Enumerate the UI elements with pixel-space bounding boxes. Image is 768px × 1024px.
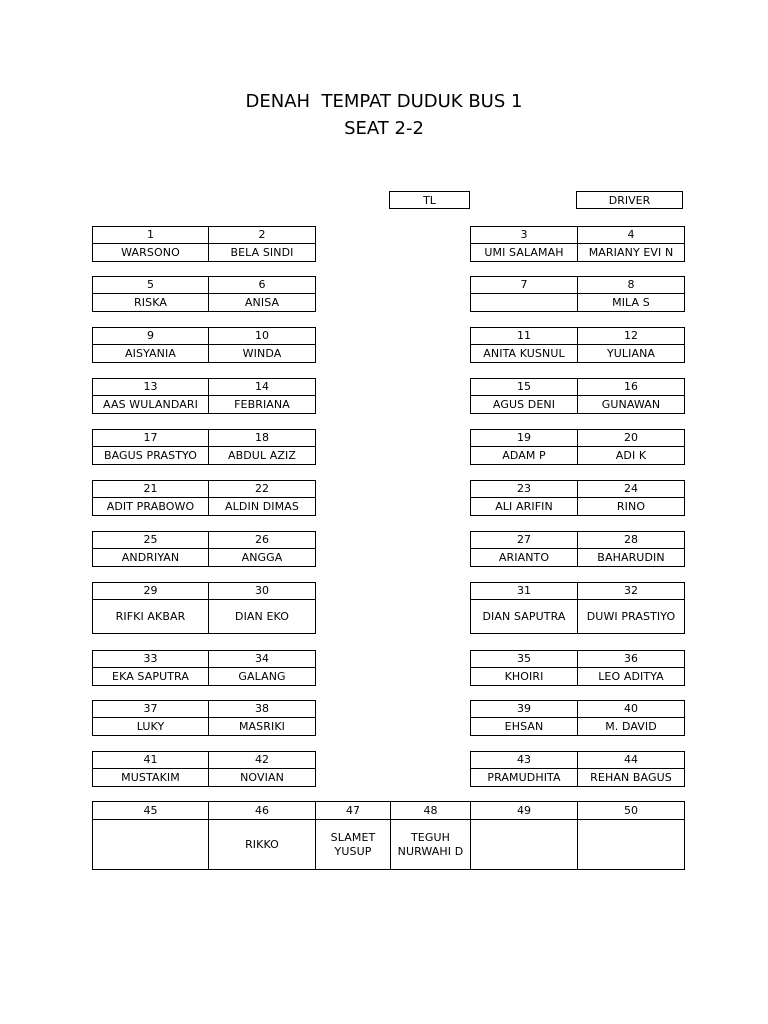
seat-number: 2	[209, 227, 316, 244]
seat-number: 20	[578, 430, 685, 447]
seat-number: 3	[471, 227, 578, 244]
seat-number: 26	[209, 532, 316, 549]
seat-number: 39	[471, 701, 578, 718]
passenger-name: ALDIN DIMAS	[209, 498, 316, 516]
seat-number: 4	[578, 227, 685, 244]
passenger-name: YULIANA	[578, 345, 685, 363]
seat-number: 17	[93, 430, 209, 447]
seat-pair-left	[92, 751, 316, 787]
seat-number: 30	[209, 583, 316, 600]
seat-pair-right	[470, 226, 685, 262]
back-row	[92, 801, 685, 870]
seat-number: 36	[578, 651, 685, 668]
passenger-name: FEBRIANA	[209, 396, 316, 414]
passenger-name	[93, 820, 209, 870]
seat-number: 49	[471, 802, 578, 820]
passenger-name: BELA SINDI	[209, 244, 316, 262]
seat-pair-right	[470, 700, 685, 736]
seat-number: 45	[93, 802, 209, 820]
seat-number: 25	[93, 532, 209, 549]
driver-seat: DRIVER	[576, 191, 683, 209]
seat-number: 41	[93, 752, 209, 769]
seat-pair-left	[92, 327, 316, 363]
seat-number: 19	[471, 430, 578, 447]
seat-number: 8	[578, 277, 685, 294]
seat-number: 14	[209, 379, 316, 396]
passenger-name	[578, 820, 685, 870]
passenger-name: ALI ARIFIN	[471, 498, 578, 516]
seat-pair-left	[92, 531, 316, 567]
seat-pair-left	[92, 700, 316, 736]
passenger-name: EHSAN	[471, 718, 578, 736]
seat-pair-right	[470, 327, 685, 363]
passenger-name: BAGUS PRASTYO	[93, 447, 209, 465]
passenger-name: BAHARUDIN	[578, 549, 685, 567]
passenger-name: ANDRIYAN	[93, 549, 209, 567]
seat-number: 38	[209, 701, 316, 718]
passenger-name: ADIT PRABOWO	[93, 498, 209, 516]
seat-pair-left	[92, 429, 316, 465]
seat-number: 12	[578, 328, 685, 345]
passenger-name: PRAMUDHITA	[471, 769, 578, 787]
seat-number: 37	[93, 701, 209, 718]
seat-number: 46	[209, 802, 316, 820]
seat-number: 43	[471, 752, 578, 769]
seat-number: 23	[471, 481, 578, 498]
passenger-name: ADI K	[578, 447, 685, 465]
seat-number: 44	[578, 752, 685, 769]
seat-pair-left	[92, 226, 316, 262]
seat-pair-right	[470, 429, 685, 465]
passenger-name: MILA S	[578, 294, 685, 312]
seat-number: 15	[471, 379, 578, 396]
passenger-name: KHOIRI	[471, 668, 578, 686]
seat-number: 1	[93, 227, 209, 244]
passenger-name: GALANG	[209, 668, 316, 686]
passenger-name: MUSTAKIM	[93, 769, 209, 787]
tl-seat: TL	[389, 191, 470, 209]
seat-number: 16	[578, 379, 685, 396]
seat-number: 32	[578, 583, 685, 600]
passenger-name: ANGGA	[209, 549, 316, 567]
passenger-name: TEGUH NURWAHI D	[391, 820, 471, 870]
passenger-name: WARSONO	[93, 244, 209, 262]
seat-pair-right	[470, 276, 685, 312]
page-title: DENAH TEMPAT DUDUK BUS 1	[245, 91, 523, 112]
seat-number: 9	[93, 328, 209, 345]
passenger-name: DUWI PRASTIYO	[578, 600, 685, 634]
passenger-name: ABDUL AZIZ	[209, 447, 316, 465]
seat-number: 31	[471, 583, 578, 600]
passenger-name: GUNAWAN	[578, 396, 685, 414]
seat-pair-right	[470, 378, 685, 414]
seat-pair-left	[92, 480, 316, 516]
seat-pair-right	[470, 650, 685, 686]
passenger-name: LUKY	[93, 718, 209, 736]
seat-number: 47	[316, 802, 391, 820]
passenger-name: DIAN EKO	[209, 600, 316, 634]
seat-pair-left	[92, 378, 316, 414]
passenger-name: DIAN SAPUTRA	[471, 600, 578, 634]
passenger-name: RIKKO	[209, 820, 316, 870]
seat-number: 24	[578, 481, 685, 498]
seat-number: 34	[209, 651, 316, 668]
seat-number: 10	[209, 328, 316, 345]
seat-number: 48	[391, 802, 471, 820]
passenger-name: RISKA	[93, 294, 209, 312]
passenger-name	[471, 294, 578, 312]
seat-pair-right	[470, 480, 685, 516]
passenger-name: LEO ADITYA	[578, 668, 685, 686]
seat-number: 50	[578, 802, 685, 820]
seat-number: 22	[209, 481, 316, 498]
seat-number: 6	[209, 277, 316, 294]
passenger-name: AISYANIA	[93, 345, 209, 363]
seat-number: 35	[471, 651, 578, 668]
seat-pair-left	[92, 650, 316, 686]
seat-number: 40	[578, 701, 685, 718]
passenger-name: MARIANY EVI N	[578, 244, 685, 262]
seat-number: 18	[209, 430, 316, 447]
passenger-name: SLAMET YUSUP	[316, 820, 391, 870]
passenger-name: REHAN BAGUS	[578, 769, 685, 787]
passenger-name: WINDA	[209, 345, 316, 363]
seat-number: 11	[471, 328, 578, 345]
passenger-name: RIFKI AKBAR	[93, 600, 209, 634]
passenger-name: AGUS DENI	[471, 396, 578, 414]
seat-number: 28	[578, 532, 685, 549]
passenger-name: UMI SALAMAH	[471, 244, 578, 262]
passenger-name	[471, 820, 578, 870]
passenger-name: ARIANTO	[471, 549, 578, 567]
passenger-name: EKA SAPUTRA	[93, 668, 209, 686]
seat-pair-right	[470, 531, 685, 567]
seat-pair-left	[92, 582, 316, 634]
seat-number: 5	[93, 277, 209, 294]
page-subtitle: SEAT 2-2	[344, 118, 424, 139]
passenger-name: RINO	[578, 498, 685, 516]
passenger-name: ANITA KUSNUL	[471, 345, 578, 363]
seat-number: 29	[93, 583, 209, 600]
seat-number: 7	[471, 277, 578, 294]
seat-pair-right	[470, 582, 685, 634]
passenger-name: ADAM P	[471, 447, 578, 465]
passenger-name: AAS WULANDARI	[93, 396, 209, 414]
passenger-name: ANISA	[209, 294, 316, 312]
passenger-name: NOVIAN	[209, 769, 316, 787]
seat-number: 42	[209, 752, 316, 769]
seat-number: 21	[93, 481, 209, 498]
seat-pair-right	[470, 751, 685, 787]
passenger-name: M. DAVID	[578, 718, 685, 736]
seat-pair-left	[92, 276, 316, 312]
seat-number: 33	[93, 651, 209, 668]
passenger-name: MASRIKI	[209, 718, 316, 736]
seat-number: 27	[471, 532, 578, 549]
seat-number: 13	[93, 379, 209, 396]
